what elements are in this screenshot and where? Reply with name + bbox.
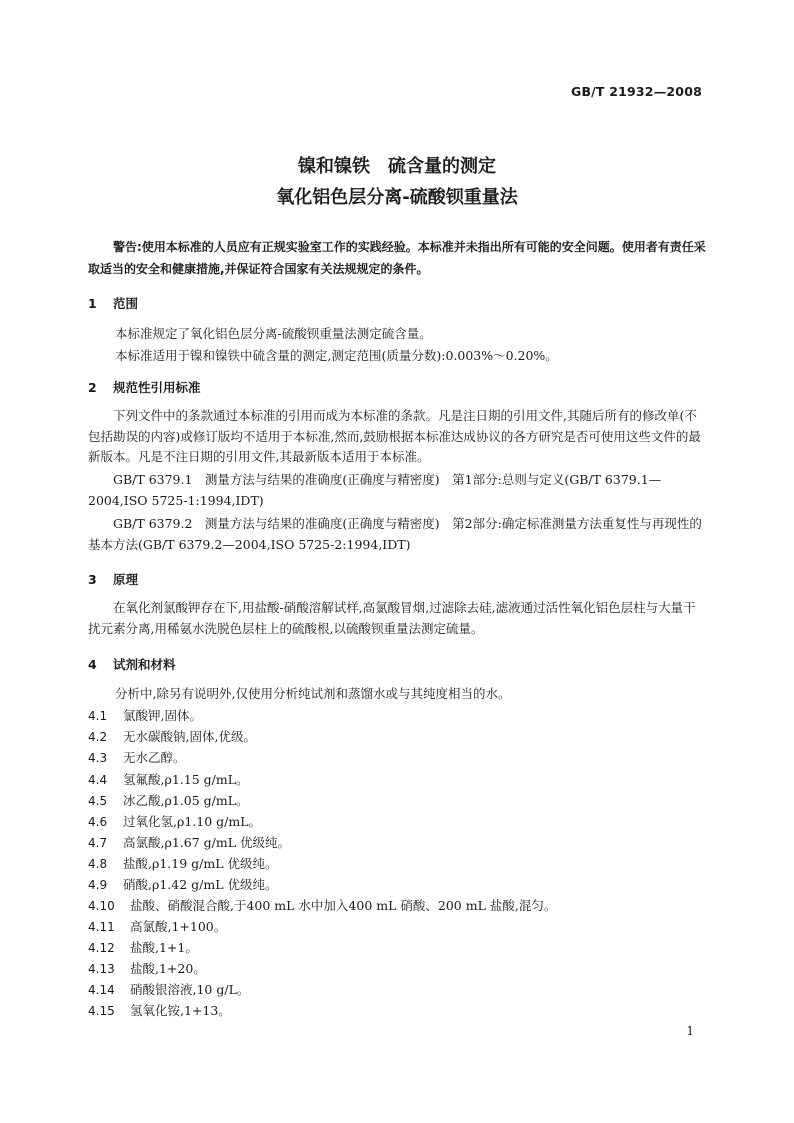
reagent-item: 4.6 过氧化氢,ρ1.10 g/mL。 (88, 814, 261, 829)
section-title: 规范性引用标准 (113, 380, 201, 395)
reference-gbt-6379-1: GB/T 6379.1 测量方法与结果的准确度(正确度与精密度) 第1部分:总则与定义(GB/T 6379.1—2004,ISO 5725-1:1994,IDT) (88, 472, 662, 508)
document-title-line-1: 镍和镍铁 硫含量的测定 (298, 156, 496, 177)
reagent-item: 4.12 盐酸,1+1。 (88, 940, 198, 955)
safety-warning: 警告:使用本标准的人员应有正规实验室工作的实践经验。本标准并未指出所有可能的安全问题。使用者有责任采取适当的安全和健康措施,并保证符合国家有关法规规定的条件。 (88, 240, 706, 276)
section-title: 原理 (113, 572, 139, 587)
reagent-item: 4.8 盐酸,ρ1.19 g/mL 优级纯。 (88, 856, 278, 871)
reagent-item: 4.15 氢氧化铵,1+13。 (88, 1003, 231, 1018)
reagent-item: 4.11 高氯酸,1+100。 (88, 919, 227, 934)
section-title: 范围 (113, 296, 139, 311)
section-number: 3 (88, 572, 97, 587)
reagent-item: 4.3 无水乙醇。 (88, 750, 186, 765)
reagent-item: 4.5 冰乙酸,ρ1.05 g/mL。 (88, 793, 249, 808)
section-heading-reagents (88, 655, 176, 673)
reference-gbt-6379-2: GB/T 6379.2 测量方法与结果的准确度(正确度与精密度) 第2部分:确定标准测量方法重复性与再现性的基本方法(GB/T 6379.2—2004,ISO 5725-2:1994,IDT) (88, 516, 702, 552)
page-number: 1 (686, 1024, 694, 1038)
reagent-item: 4.2 无水碳酸钠,固体,优级。 (88, 729, 256, 744)
section-heading-scope (88, 294, 138, 312)
reagents-intro: 分析中,除另有说明外,仅使用分析纯试剂和蒸馏水或与其纯度相当的水。 (115, 686, 511, 701)
reagent-item: 4.9 硝酸,ρ1.42 g/mL 优级纯。 (88, 877, 278, 892)
reagent-item: 4.14 硝酸银溶液,10 g/L。 (88, 982, 250, 997)
references-paragraph: 下列文件中的条款通过本标准的引用而成为本标准的条款。凡是注日期的引用文件,其随后所有的修改单(不包括勘误的内容)或修订版均不适用于本标准,然而,鼓励根据本标准达成协议的各方研究是否可使用这些文件的最新版本。凡是不注日期的引用文件,其最新版本适用于本标准。 (88, 408, 701, 464)
reagent-item: 4.13 盐酸,1+20。 (88, 961, 206, 976)
standard-code: GB/T 21932—2008 (570, 84, 702, 99)
section-number: 2 (88, 380, 97, 395)
reagent-item: 4.10 盐酸、硝酸混合酸,于400 mL 水中加入400 mL 硝酸、200 mL 盐酸,混匀。 (88, 898, 557, 913)
scope-line-1: 本标准规定了氧化铝色层分离-硫酸钡重量法测定硫含量。 (115, 326, 432, 341)
section-heading-normative-references (88, 378, 201, 396)
reagent-item: 4.7 高氯酸,ρ1.67 g/mL 优级纯。 (88, 835, 290, 850)
section-heading-principle (88, 570, 138, 588)
section-number: 4 (88, 657, 97, 672)
scope-line-2: 本标准适用于镍和镍铁中硫含量的测定,测定范围(质量分数):0.003%～0.20%。 (115, 348, 558, 363)
document-title-line-2: 氧化铝色层分离-硫酸钡重量法 (276, 187, 518, 208)
reagent-item: 4.1 氯酸钾,固体。 (88, 708, 202, 723)
section-title: 试剂和材料 (113, 657, 176, 672)
principle-paragraph: 在氧化剂氯酸钾存在下,用盐酸-硝酸溶解试样,高氯酸冒烟,过滤除去硅,滤液通过活性氧化铝色层柱与大量干扰元素分离,用稀氨水洗脱色层柱上的硫酸根,以硫酸钡重量法测定硫量。 (88, 600, 696, 636)
reagent-item: 4.4 氢氟酸,ρ1.15 g/mL。 (88, 772, 249, 787)
section-number: 1 (88, 296, 97, 311)
